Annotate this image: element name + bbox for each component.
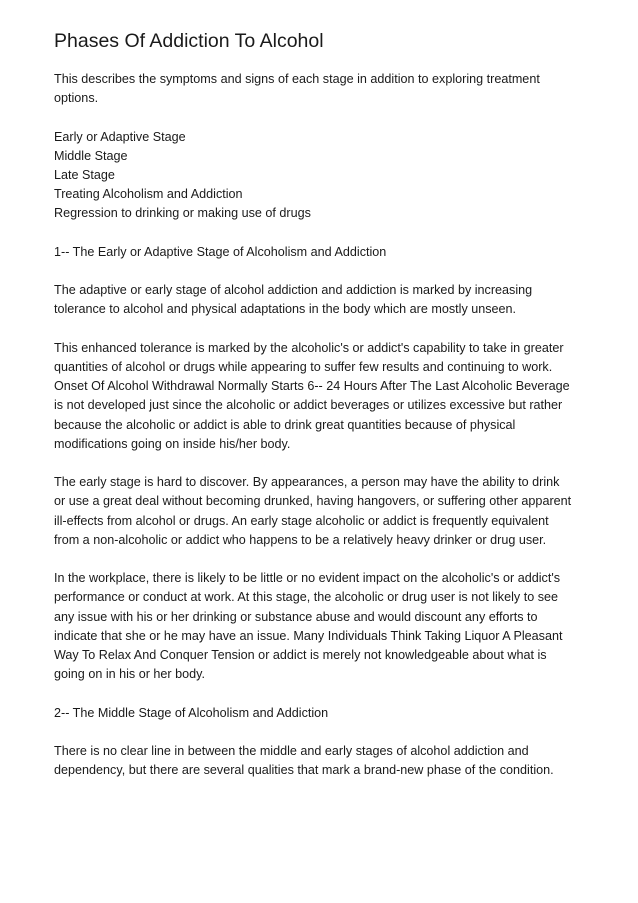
section-heading (54, 243, 594, 262)
section-heading (54, 704, 594, 723)
text-line: The adaptive or early stage of alcohol addiction and addiction is marked by increasing (54, 283, 533, 298)
text-line: because the alcoholic or addict is able to drink great quantities because of physical (54, 417, 516, 432)
text-line: dependency, but there are several qualities that mark a brand-new phase of the condition. (54, 763, 554, 778)
paragraph (54, 569, 594, 684)
text-line: tolerance to alcohol and physical adaptations in the body which are mostly unseen. (54, 302, 517, 317)
heading-text: 1-- The Early or Adaptive Stage of Alcoholism and Addiction (54, 244, 387, 259)
paragraph (54, 339, 594, 454)
document-body (54, 70, 594, 800)
page-title: Phases Of Addiction To Alcohol (54, 30, 324, 52)
text-line: options. (54, 91, 99, 106)
text-line: from a non-alcoholic or addict who happens to be a relatively heavy drinker or drug user. (54, 532, 547, 547)
text-line: going on in his or her body. (54, 667, 205, 682)
paragraph (54, 473, 594, 550)
list-item: Early or Adaptive Stage (54, 129, 186, 144)
text-line: There is no clear line in between the middle and early stages of alcohol addiction and (54, 743, 529, 758)
stage-list (54, 128, 594, 224)
text-line: This describes the symptoms and signs of each stage in addition to exploring treatment (54, 72, 540, 86)
text-line: Way To Relax And Conquer Tension or addict is merely not knowledgeable about what is (54, 648, 547, 662)
list-item: Late Stage (54, 168, 115, 182)
text-line: is not developed just since the alcoholic or addict beverages or utilizes excessive but rather (54, 398, 563, 413)
text-line: or use a great deal without becoming drunked, having hangovers, or suffering other apparent (54, 494, 572, 509)
list-item: Treating Alcoholism and Addiction (54, 187, 243, 202)
text-line: In the workplace, there is likely to be little or no evident impact on the alcoholic's or addict's (54, 571, 561, 586)
text-line: modifications going on inside his/her body. (54, 436, 291, 451)
text-line: ill-effects from alcohol or drugs. An early stage alcoholic or addict is frequently equivalent (54, 513, 549, 528)
list-item: Middle Stage (54, 148, 128, 163)
text-line: The early stage is hard to discover. By appearances, a person may have the ability to drink (54, 475, 560, 490)
paragraph (54, 281, 594, 319)
text-line: Onset Of Alcohol Withdrawal Normally Starts 6-- 24 Hours After The Last Alcoholic Beverage (54, 379, 570, 394)
text-line: indicate that she or he may have an issue. Many Individuals Think Taking Liquor A Pleasant (54, 628, 563, 643)
text-line: performance or conduct at work. At this stage, the alcoholic or drug user is not likely to see (54, 590, 559, 605)
heading-text: 2-- The Middle Stage of Alcoholism and Addiction (54, 705, 329, 720)
list-item: Regression to drinking or making use of drugs (54, 206, 311, 221)
text-line: quantities of alcohol or drugs while appearing to suffer few results and continuing to work. (54, 359, 553, 374)
text-line: This enhanced tolerance is marked by the alcoholic's or addict's capability to take in greater (54, 340, 564, 355)
paragraph (54, 742, 594, 780)
text-line: any issue with his or her drinking or substance abuse and would discount any efforts to (54, 609, 538, 624)
intro-paragraph (54, 70, 594, 108)
